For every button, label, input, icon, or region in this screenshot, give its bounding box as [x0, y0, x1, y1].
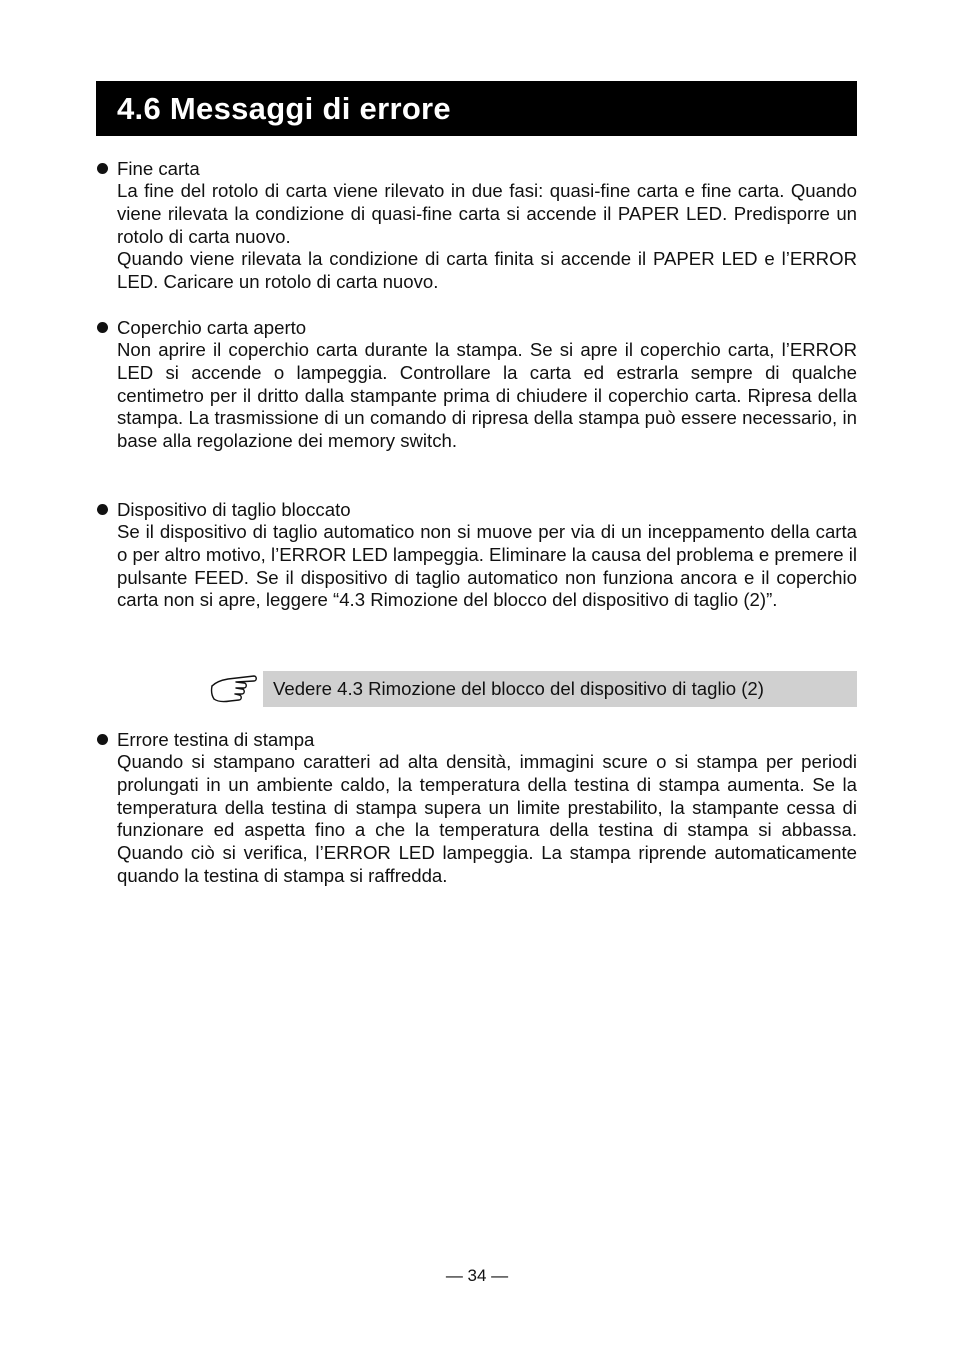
bullet-icon [97, 163, 108, 174]
section-fine-carta [96, 157, 857, 294]
section-title-bar [96, 81, 857, 136]
paragraph: Quando viene rilevata la condizione di carta finita si accende il PAPER LED e l’ERROR LED. Caricare un rotolo di carta nuovo. [117, 248, 857, 293]
paragraph: Quando si stampano caratteri ad alta densità, immagini scure o si stampa per periodi prolungati in un ambiente caldo, la temperatura della testina di stampa aumenta. Se la temperatura della testina di stampa supera un limite prestabilito, la stampante cessa di funzionare ed aspetta fino a che la temperatura della testina di stampa si abbassa. Quando ciò si verifica, l’ERROR LED lampeggia. La stampa riprende automaticamente quando la testina di stampa si raffredda. [117, 751, 857, 886]
bullet-icon [97, 734, 108, 745]
page-number: — 34 — [445, 1266, 509, 1285]
note-text: Vedere 4.3 Rimozione del blocco del dispositivo di taglio (2) [273, 678, 764, 699]
bullet-icon [97, 322, 108, 333]
bullet-heading [96, 316, 857, 339]
section-taglio-bloccato [96, 498, 857, 612]
heading-text: Coperchio carta aperto [117, 317, 307, 338]
heading-text: Fine carta [117, 158, 200, 179]
bullet-heading [96, 728, 857, 751]
section-coperchio-aperto [96, 316, 857, 453]
note-text-box [263, 671, 857, 707]
paragraph: La fine del rotolo di carta viene rilevato in due fasi: quasi-fine carta e fine carta. Quando viene rilevata la condizione di quasi-fine carta si accende il PAPER LED. Predisporre un rotolo di carta nuovo. [117, 180, 857, 247]
pointing-hand-icon [210, 672, 258, 708]
section-errore-testina [96, 728, 857, 888]
heading-text: Dispositivo di taglio bloccato [117, 499, 351, 520]
bullet-heading [96, 498, 857, 521]
bullet-icon [97, 504, 108, 515]
paragraph: Non aprire il coperchio carta durante la stampa. Se si apre il coperchio carta, l’ERROR LED si accende o lampeggia. Controllare la carta ed estrarla sempre di qualche centimetro per il dritto dalla stampante prima di chiudere il coperchio carta. Ripresa della stampa. La trasmissione di un comando di ripresa della stampa può essere necessario, in base alla regolazione dei memory switch. [117, 339, 857, 452]
reference-note [210, 670, 857, 708]
paragraph: Se il dispositivo di taglio automatico non si muove per via di un inceppamento della carta o per altro motivo, l’ERROR LED lampeggia. Eliminare la causa del problema e premere il pulsante FEED. Se il dispositivo di taglio automatico non funziona ancora e il coperchio carta non si apre, leggere “4.3 Rimozione del blocco del dispositivo di taglio (2)”. [117, 521, 857, 611]
heading-text: Errore testina di stampa [117, 729, 315, 750]
section-title: 4.6 Messaggi di errore [117, 90, 451, 126]
bullet-heading [96, 157, 857, 180]
